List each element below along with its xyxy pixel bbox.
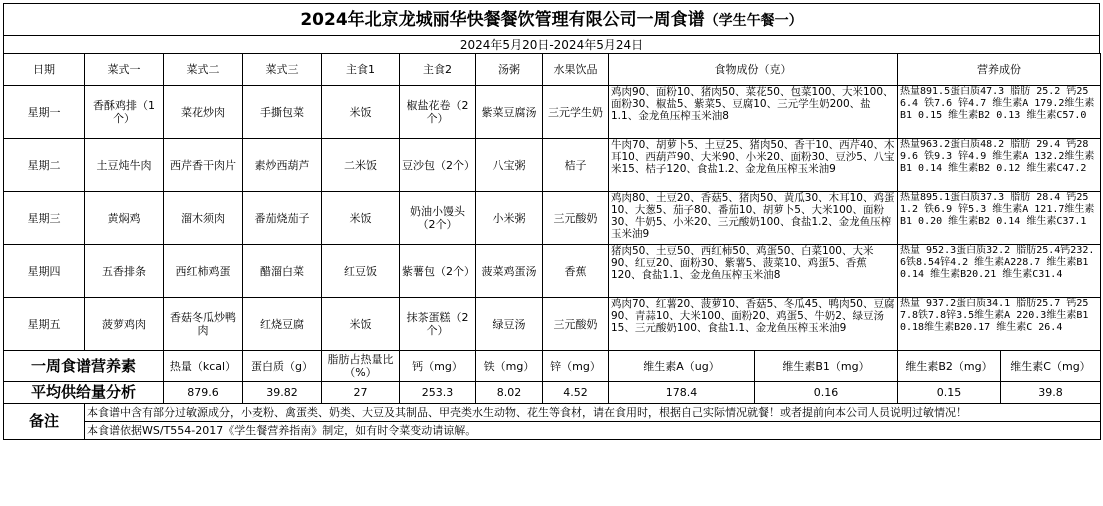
- header-dish2: 菜式二: [164, 54, 243, 86]
- staple2-cell: 紫薯包（2个）: [400, 245, 476, 298]
- nutrition-cell: 热量 937.2蛋白质34.1 脂肪25.7 钙257.8铁7.8锌3.5维生素A 220.3维生素B1 0.18维生素B20.17 维生素C 26.4: [898, 298, 1101, 351]
- staple1-cell: 米饭: [322, 86, 400, 139]
- dish2-cell: 香菇冬瓜炒鸭肉: [164, 298, 243, 351]
- page-title: [3, 3, 1100, 35]
- nutrient-header: 脂肪占热量比（%）: [322, 351, 400, 382]
- drink-cell: 三元酸奶: [543, 298, 609, 351]
- day-label: 星期二: [4, 139, 85, 192]
- dish3-cell: 手撕包菜: [243, 86, 322, 139]
- nutrient-value: 39.8: [1001, 382, 1101, 404]
- staple2-cell: 奶油小馒头（2个）: [400, 192, 476, 245]
- header-food-composition: 食物成份（克）: [609, 54, 898, 86]
- header-row: [4, 54, 1101, 86]
- dish2-cell: 溜木须肉: [164, 192, 243, 245]
- menu-sheet: [3, 3, 1100, 440]
- dish2-cell: 菜花炒肉: [164, 86, 243, 139]
- day-row: [4, 192, 1101, 245]
- day-label: 星期四: [4, 245, 85, 298]
- staple1-cell: 二米饭: [322, 139, 400, 192]
- day-label: 星期一: [4, 86, 85, 139]
- nutrient-header: 维生素A（ug）: [609, 351, 755, 382]
- food-composition-cell: 鸡肉90、面粉10、猪肉50、菜花50、包菜100、大米100、面粉30、椒盐5、紫菜5、豆腐10、三元学生奶200、盐1.1、金龙鱼压榨玉米油8: [609, 86, 898, 139]
- nutrient-value: 253.3: [400, 382, 476, 404]
- note-row: [4, 422, 1101, 440]
- staple1-cell: 米饭: [322, 298, 400, 351]
- dish3-cell: 醋溜白菜: [243, 245, 322, 298]
- day-label: 星期五: [4, 298, 85, 351]
- staple2-cell: 豆沙包（2个）: [400, 139, 476, 192]
- dish1-cell: 五香排条: [85, 245, 164, 298]
- dish1-cell: 黄焖鸡: [85, 192, 164, 245]
- drink-cell: 三元学生奶: [543, 86, 609, 139]
- dish1-cell: 菠萝鸡肉: [85, 298, 164, 351]
- nutrition-cell: 热量891.5蛋白质47.3 脂肪 25.2 钙256.4 铁7.6 锌4.7 维生素A 179.2维生素B1 0.15 维生素B2 0.13 维生素C57.0: [898, 86, 1101, 139]
- date-range: 2024年5月20日-2024年5月24日: [3, 35, 1100, 53]
- note-row: [4, 404, 1101, 422]
- weekly-nutrient-title: 一周食谱营养素: [4, 351, 164, 382]
- soup-cell: 小米粥: [476, 192, 543, 245]
- header-nutrition: 营养成份: [898, 54, 1101, 86]
- day-row: [4, 298, 1101, 351]
- day-row: [4, 86, 1101, 139]
- food-composition-cell: 牛肉70、胡萝卜5、土豆25、猪肉50、香干10、西芹40、木耳10、西葫芦90、大米90、小米20、面粉30、豆沙5、八宝米15、桔子120、食盐1.2、金龙鱼压榨玉米油9: [609, 139, 898, 192]
- staple2-cell: 抹茶蛋糕（2个）: [400, 298, 476, 351]
- header-drink: 水果饮品: [543, 54, 609, 86]
- nutrient-header: 热量（kcal）: [164, 351, 243, 382]
- food-composition-cell: 鸡肉80、土豆20、香菇5、猪肉50、黄瓜30、木耳10、鸡蛋10、大葱5、茄子80、番茄10、胡萝卜5、大米100、面粉30、牛奶5、小米20、三元酸奶100、食盐1.2、金龙鱼压榨玉米油9: [609, 192, 898, 245]
- drink-cell: 三元酸奶: [543, 192, 609, 245]
- nutrient-header: 蛋白质（g）: [243, 351, 322, 382]
- staple2-cell: 椒盐花卷（2个）: [400, 86, 476, 139]
- dish1-cell: 香酥鸡排（1个）: [85, 86, 164, 139]
- food-composition-cell: 猪肉50、土豆50、西红柿50、鸡蛋50、白菜100、大米90、红豆20、面粉30、紫薯5、菠菜10、鸡蛋5、香蕉120、食盐1.1、金龙鱼压榨玉米油8: [609, 245, 898, 298]
- header-dish3: 菜式三: [243, 54, 322, 86]
- staple1-cell: 米饭: [322, 192, 400, 245]
- header-date: 日期: [4, 54, 85, 86]
- header-dish1: 菜式一: [85, 54, 164, 86]
- nutrient-header: 维生素C（mg）: [1001, 351, 1101, 382]
- nutrition-cell: 热量 952.3蛋白质32.2 脂肪25.4钙232.6铁8.54锌4.2 维生素A228.7 维生素B10.14 维生素B20.21 维生素C31.4: [898, 245, 1101, 298]
- nutrient-value: 879.6: [164, 382, 243, 404]
- nutrient-value: 0.16: [755, 382, 898, 404]
- day-row: [4, 245, 1101, 298]
- nutrient-value: 27: [322, 382, 400, 404]
- soup-cell: 菠菜鸡蛋汤: [476, 245, 543, 298]
- nutrient-header: 维生素B1（mg）: [755, 351, 898, 382]
- allergen-note: 本食谱中含有部分过敏源成分，小麦粉、禽蛋类、奶类、大豆及其制品、甲壳类水生动物、花生等食材，请在食用时，根据自己实际情况就餐！或者提前向本公司人员说明过敏情况！: [85, 404, 1101, 422]
- nutrient-header: 锌（mg）: [543, 351, 609, 382]
- nutrition-cell: 热量963.2蛋白质48.2 脂肪 29.4 钙289.6 铁9.3 锌4.9 维生素A 132.2维生素B1 0.14 维生素B2 0.12 维生素C47.2: [898, 139, 1101, 192]
- nutrient-header: 维生素B2（mg）: [898, 351, 1001, 382]
- dish3-cell: 番茄烧茄子: [243, 192, 322, 245]
- drink-cell: 桔子: [543, 139, 609, 192]
- drink-cell: 香蕉: [543, 245, 609, 298]
- menu-table: [3, 53, 1101, 440]
- soup-cell: 八宝粥: [476, 139, 543, 192]
- day-row: [4, 139, 1101, 192]
- header-staple1: 主食1: [322, 54, 400, 86]
- dish2-cell: 西红柿鸡蛋: [164, 245, 243, 298]
- dish3-cell: 素炒西葫芦: [243, 139, 322, 192]
- nutrient-header: 铁（mg）: [476, 351, 543, 382]
- nutrient-header: 钙（mg）: [400, 351, 476, 382]
- soup-cell: 绿豆汤: [476, 298, 543, 351]
- nutrient-value: 178.4: [609, 382, 755, 404]
- day-label: 星期三: [4, 192, 85, 245]
- dish2-cell: 西芹香干肉片: [164, 139, 243, 192]
- header-staple2: 主食2: [400, 54, 476, 86]
- header-soup: 汤粥: [476, 54, 543, 86]
- guideline-note: 本食谱依据WS/T554-2017《学生餐营养指南》制定，如有时令菜变动请谅解。: [85, 422, 1101, 440]
- dish3-cell: 红烧豆腐: [243, 298, 322, 351]
- dish1-cell: 土豆炖牛肉: [85, 139, 164, 192]
- title-main: 2024年北京龙城丽华快餐餐饮管理有限公司一周食谱: [300, 10, 705, 30]
- nutrient-value: 39.82: [243, 382, 322, 404]
- weekly-nutrient-label-row: [4, 351, 1101, 382]
- nutrition-cell: 热量895.1蛋白质37.3 脂肪 28.4 钙251.2 铁6.9 锌5.3 维生素A 121.7维生素B1 0.20 维生素B2 0.14 维生素C37.1: [898, 192, 1101, 245]
- nutrient-value: 4.52: [543, 382, 609, 404]
- average-analysis-title: 平均供给量分析: [4, 382, 164, 404]
- nutrient-value: 8.02: [476, 382, 543, 404]
- nutrient-value: 0.15: [898, 382, 1001, 404]
- food-composition-cell: 鸡肉70、红薯20、菠萝10、香菇5、冬瓜45、鸭肉50、豆腐90、青蒜10、大米100、面粉20、鸡蛋5、牛奶2、绿豆汤15、三元酸奶100、食盐1.1、金龙鱼压榨玉米油9: [609, 298, 898, 351]
- notes-label: 备注: [4, 404, 85, 440]
- title-subtitle: （学生午餐一）: [704, 13, 803, 29]
- soup-cell: 紫菜豆腐汤: [476, 86, 543, 139]
- weekly-nutrient-value-row: [4, 382, 1101, 404]
- staple1-cell: 红豆饭: [322, 245, 400, 298]
